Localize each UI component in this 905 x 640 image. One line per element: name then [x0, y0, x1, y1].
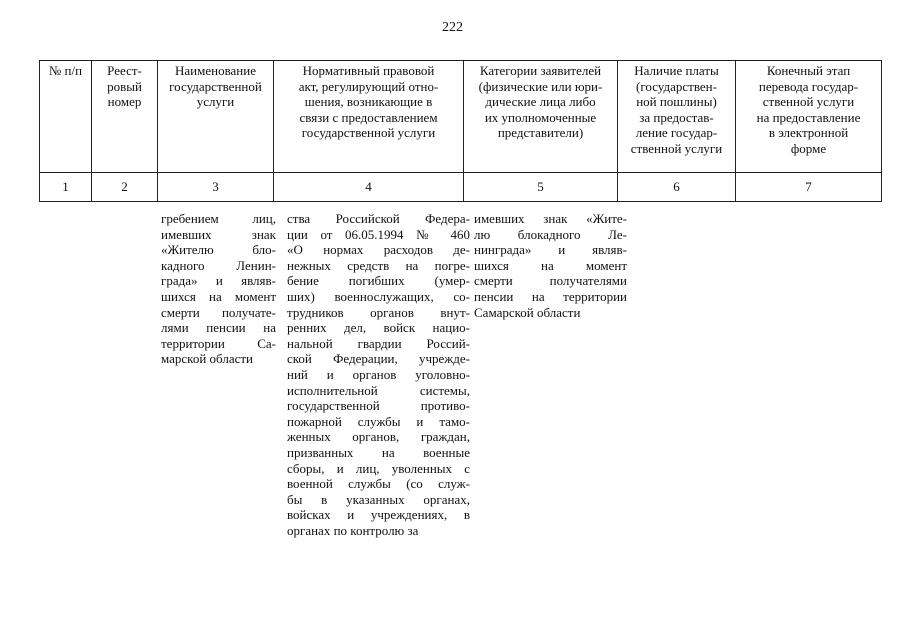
header-line: форме [790, 140, 827, 156]
column-4-text [287, 211, 470, 538]
text-line: шихся на момент [161, 288, 276, 304]
text-line: женных органов, граждан, [287, 429, 470, 445]
text-line: Самарской области [474, 304, 581, 320]
text-line: территории Са- [161, 335, 276, 351]
header-line: ственной услуги [762, 94, 855, 109]
header-line: связи с предоставлением [299, 109, 438, 125]
header-cell-service-name [158, 61, 274, 173]
text-line: гребением лиц, [161, 211, 276, 226]
text-line: ской Федерации, учрежде- [287, 351, 470, 367]
text-line: ренних дел, войск нацио- [287, 320, 470, 336]
text-line: бы в указанных органах, [287, 491, 470, 507]
page-number: 222 [442, 20, 463, 35]
header-line: ровый [107, 78, 142, 94]
header-line: № п/п [48, 63, 83, 78]
header-line: шения, возникающие в [304, 94, 433, 109]
text-line: военной службы (со служ- [287, 476, 470, 492]
text-line: шихся на момент [474, 257, 627, 273]
header-line: Нормативный правовой [302, 63, 435, 78]
text-line: града» и являв- [161, 273, 276, 289]
text-line: ции от 06.05.1994 № 460 [287, 226, 470, 242]
header-cell-number [40, 61, 92, 173]
column-3-text [161, 211, 276, 367]
text-line: трудников органов внут- [287, 304, 470, 320]
header-line: (государствен- [636, 78, 717, 94]
header-cell-fee [618, 61, 736, 173]
header-line: перевода государ- [758, 78, 859, 94]
header-line: за предостав- [639, 109, 714, 125]
column-number: 3 [158, 173, 274, 202]
header-cell-legal-act [274, 61, 464, 173]
text-line: ства Российской Федера- [287, 211, 470, 226]
header-line: услуги [196, 94, 235, 109]
header-row [40, 61, 882, 173]
column-number: 4 [274, 173, 464, 202]
text-line: нинграда» и являв- [474, 242, 627, 258]
header-line: представители) [497, 125, 584, 140]
text-line: «Жителю бло- [161, 242, 276, 258]
column-number: 2 [92, 173, 158, 202]
column-number: 6 [618, 173, 736, 202]
header-line: государственной [169, 78, 262, 94]
header-line: их уполномоченные [484, 109, 597, 125]
text-line: лями пенсии на [161, 320, 276, 336]
text-line: бение погибших (умер- [287, 273, 470, 289]
text-line: смерти получателями [474, 273, 627, 289]
header-cell-final-stage [736, 61, 882, 173]
header-cell-applicants [464, 61, 618, 173]
text-line: ших) военнослужащих, со- [287, 288, 470, 304]
column-number-row [40, 173, 882, 202]
column-number: 7 [736, 173, 882, 202]
header-line: Наличие платы [634, 63, 719, 78]
header-line: ственной услуги [630, 140, 723, 156]
column-number: 5 [464, 173, 618, 202]
text-line: пожарной службы и тамо- [287, 413, 470, 429]
text-line: марской области [161, 351, 253, 367]
text-line: кадного Ленин- [161, 257, 276, 273]
table-header [39, 60, 882, 202]
text-line: лю блокадного Ле- [474, 226, 627, 242]
header-line: государственной услуги [301, 125, 436, 140]
text-line: нежных средств на погре- [287, 257, 470, 273]
text-line: имевших знак [161, 226, 276, 242]
text-line: пенсии на территории [474, 288, 627, 304]
text-line: нальной гвардии Россий- [287, 335, 470, 351]
header-line: (физические или юри- [478, 78, 603, 94]
header-line: Наименование [175, 63, 256, 78]
header-line: в электронной [768, 125, 849, 140]
text-line: имевших знак «Жите- [474, 211, 627, 226]
header-line: Категории заявителей [479, 63, 602, 78]
text-line: государственной противо- [287, 398, 470, 414]
header-line: акт, регулирующий отно- [298, 78, 439, 94]
header-line: ление государ- [635, 125, 718, 140]
header-line: номер [107, 94, 142, 109]
header-cell-registry [92, 61, 158, 173]
text-line: «О нормах расходов де- [287, 242, 470, 258]
text-line: исполнительной системы, [287, 382, 470, 398]
header-line: Реест- [107, 63, 142, 78]
header-line: дические лица либо [485, 94, 596, 109]
text-line: ний и органов уголовно- [287, 366, 470, 382]
header-line: ной пошлины) [636, 94, 717, 109]
text-line: органах по контролю за [287, 522, 419, 538]
header-line: Конечный этап [766, 63, 851, 78]
column-5-text [474, 211, 627, 320]
header-line: на предоставление [756, 109, 861, 125]
column-number: 1 [40, 173, 92, 202]
text-line: войсках и учреждениях, в [287, 507, 470, 523]
text-line: смерти получате- [161, 304, 276, 320]
text-line: сборы, и лиц, уволенных с [287, 460, 470, 476]
text-line: призванных на военные [287, 444, 470, 460]
